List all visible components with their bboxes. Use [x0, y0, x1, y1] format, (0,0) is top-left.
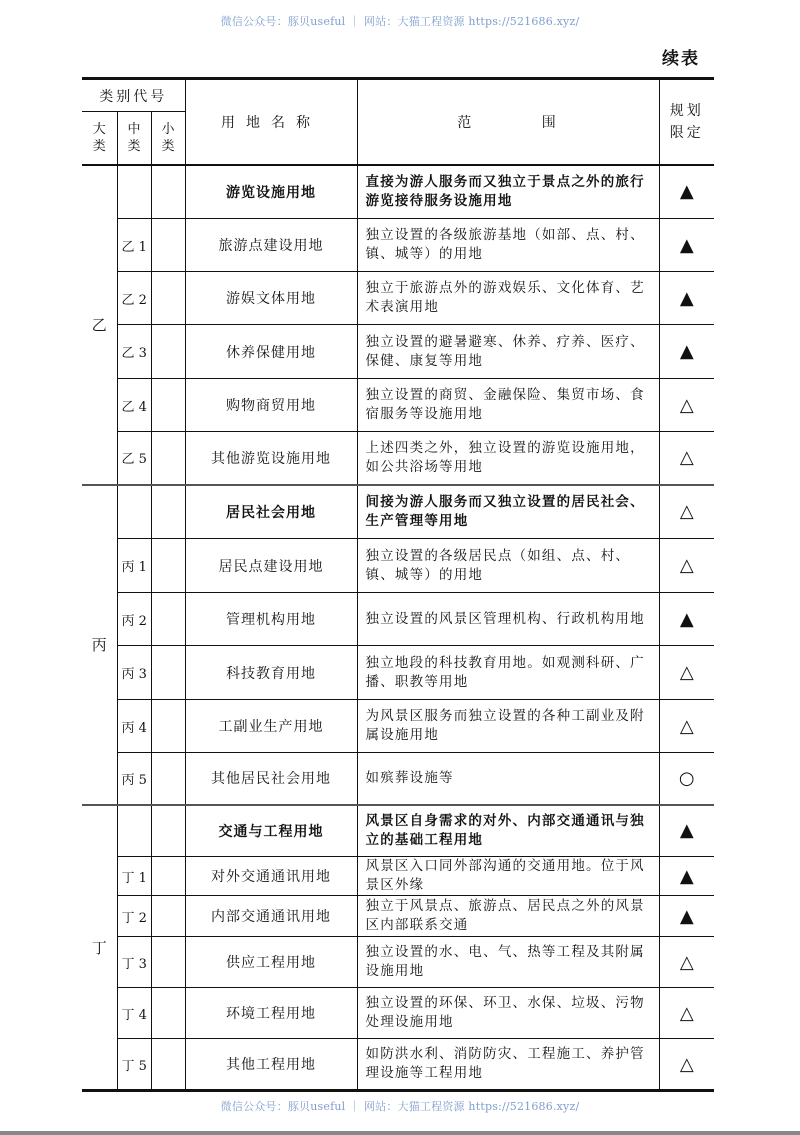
scope-cell: 独立设置的风景区管理机构、行政机构用地: [357, 593, 659, 646]
planning-limit-cell: [659, 805, 714, 857]
planning-limit-cell: [659, 539, 714, 593]
planning-limit-cell: [659, 485, 714, 539]
hollow-triangle-icon: △: [679, 662, 694, 683]
filled-triangle-icon: ▲: [679, 234, 694, 256]
minor-category-cell: [151, 896, 185, 937]
scope-cell: 如殡葬设施等: [357, 753, 659, 805]
middle-category-cell: 丁 2: [117, 896, 151, 937]
middle-category-cell: 乙 1: [117, 219, 151, 272]
middle-category-cell: 丙 4: [117, 700, 151, 753]
minor-category-cell: [151, 379, 185, 432]
middle-category-cell: 丁 4: [117, 988, 151, 1039]
minor-category-cell: [151, 753, 185, 805]
header-scope: 范 围: [357, 79, 659, 165]
land-name-cell: 居民点建设用地: [185, 539, 357, 593]
minor-category-cell: [151, 1039, 185, 1091]
filled-triangle-icon: ▲: [679, 608, 694, 630]
minor-category-cell: [151, 937, 185, 988]
land-name-cell: 工副业生产用地: [185, 700, 357, 753]
planning-limit-cell: [659, 857, 714, 896]
land-name-cell: 其他游览设施用地: [185, 432, 357, 485]
land-name-cell: 其他居民社会用地: [185, 753, 357, 805]
page-bottom-edge: [0, 1131, 800, 1135]
table-row: [82, 165, 714, 219]
planning-limit-cell: [659, 432, 714, 485]
scope-cell: 独立设置的避暑避寒、休养、疗养、医疗、保健、康复等用地: [357, 325, 659, 379]
major-category-cell: 乙: [82, 165, 117, 485]
table-row: [82, 857, 714, 896]
land-name-cell: 休养保健用地: [185, 325, 357, 379]
table-row: [82, 753, 714, 805]
hollow-triangle-icon: △: [679, 447, 694, 469]
minor-category-cell: [151, 700, 185, 753]
scope-cell: 独立设置的各级居民点（如组、点、村、镇、城等）的用地: [357, 539, 659, 593]
land-name-cell: 游览设施用地: [185, 165, 357, 219]
middle-category-cell: [117, 165, 151, 219]
planning-limit-cell: [659, 988, 714, 1039]
middle-category-cell: [117, 485, 151, 539]
hollow-triangle-icon: △: [679, 951, 694, 973]
planning-limit-cell: [659, 646, 714, 700]
land-name-cell: 供应工程用地: [185, 937, 357, 988]
planning-limit-cell: [659, 379, 714, 432]
land-name-cell: 交通与工程用地: [185, 805, 357, 857]
land-use-classification-table: [82, 77, 714, 1092]
land-name-cell: 管理机构用地: [185, 593, 357, 646]
planning-limit-cell: [659, 753, 714, 805]
header-land-name: 用地名称: [185, 79, 357, 165]
hollow-triangle-icon: △: [679, 1002, 694, 1024]
watermark-top: 微信公众号：豚贝useful ｜ 网站：大猫工程资源 https://521686.xyz/: [220, 15, 580, 28]
scope-cell: 独立于风景点、旅游点、居民点之外的风景区内部联系交通: [357, 896, 659, 937]
minor-category-cell: [151, 593, 185, 646]
middle-category-cell: 丁 3: [117, 937, 151, 988]
table-row: [82, 379, 714, 432]
hollow-triangle-icon: △: [679, 501, 694, 523]
scope-cell: 风景区自身需求的对外、内部交通通讯与独立的基础工程用地: [357, 805, 659, 857]
continued-table-label: 续表: [662, 49, 700, 69]
filled-triangle-icon: ▲: [679, 865, 694, 887]
scope-cell: 独立设置的环保、环卫、水保、垃圾、污物处理设施用地: [357, 988, 659, 1039]
planning-limit-cell: [659, 896, 714, 937]
table-row: [82, 219, 714, 272]
header-category-code: 类别代号: [82, 79, 185, 112]
middle-category-cell: 乙 5: [117, 432, 151, 485]
table-row: [82, 646, 714, 700]
scope-cell: 独立于旅游点外的游戏娱乐、文化体育、艺术表演用地: [357, 272, 659, 325]
table-row: [82, 805, 714, 857]
land-name-cell: 环境工程用地: [185, 988, 357, 1039]
minor-category-cell: [151, 272, 185, 325]
table-row: [82, 700, 714, 753]
filled-triangle-icon: ▲: [679, 820, 694, 842]
filled-triangle-icon: ▲: [679, 287, 694, 309]
table-row: [82, 988, 714, 1039]
scope-cell: 上述四类之外，独立设置的游览设施用地，如公共浴场等用地: [357, 432, 659, 485]
minor-category-cell: [151, 165, 185, 219]
hollow-triangle-icon: △: [679, 715, 694, 737]
table-row: [82, 432, 714, 485]
middle-category-cell: 丙 3: [117, 646, 151, 700]
filled-triangle-icon: ▲: [679, 341, 694, 362]
minor-category-cell: [151, 988, 185, 1039]
land-name-cell: 内部交通通讯用地: [185, 896, 357, 937]
scope-cell: 如防洪水利、消防防灾、工程施工、养护管理设施等工程用地: [357, 1039, 659, 1091]
filled-triangle-icon: ▲: [679, 181, 694, 203]
land-name-cell: 购物商贸用地: [185, 379, 357, 432]
table-row: [82, 539, 714, 593]
minor-category-cell: [151, 485, 185, 539]
table-row: [82, 325, 714, 379]
middle-category-cell: 乙 3: [117, 325, 151, 379]
major-category-cell: 丙: [82, 485, 117, 805]
minor-category-cell: [151, 646, 185, 700]
table-row: [82, 593, 714, 646]
land-name-cell: 旅游点建设用地: [185, 219, 357, 272]
minor-category-cell: [151, 539, 185, 593]
middle-category-cell: 乙 2: [117, 272, 151, 325]
hollow-triangle-icon: △: [679, 1053, 694, 1075]
planning-limit-cell: [659, 219, 714, 272]
planning-limit-cell: [659, 700, 714, 753]
land-name-cell: 其他工程用地: [185, 1039, 357, 1091]
planning-limit-cell: [659, 165, 714, 219]
table-row: [82, 272, 714, 325]
planning-limit-cell: [659, 325, 714, 379]
land-name-cell: 对外交通通讯用地: [185, 857, 357, 896]
middle-category-cell: [117, 805, 151, 857]
scope-cell: 间接为游人服务而又独立设置的居民社会、生产管理等用地: [357, 485, 659, 539]
middle-category-cell: 丙 5: [117, 753, 151, 805]
circle-icon: ○: [678, 767, 695, 789]
planning-limit-cell: [659, 937, 714, 988]
header-minor: 小类: [151, 112, 185, 165]
scope-cell: 独立设置的水、电、气、热等工程及其附属设施用地: [357, 937, 659, 988]
middle-category-cell: 丁 1: [117, 857, 151, 896]
scope-cell: 风景区入口同外部沟通的交通用地。位于风景区外缘: [357, 857, 659, 896]
scope-cell: 独立设置的各级旅游基地（如部、点、村、镇、城等）的用地: [357, 219, 659, 272]
middle-category-cell: 丙 1: [117, 539, 151, 593]
land-name-cell: 科技教育用地: [185, 646, 357, 700]
header-planning-limit: 规划限定: [659, 79, 714, 165]
minor-category-cell: [151, 219, 185, 272]
planning-limit-cell: [659, 1039, 714, 1091]
hollow-triangle-icon: △: [679, 394, 694, 416]
land-name-cell: 居民社会用地: [185, 485, 357, 539]
table-row: [82, 896, 714, 937]
scope-cell: 独立地段的科技教育用地。如观测科研、广播、职教等用地: [357, 646, 659, 700]
header-major: 大类: [82, 112, 117, 165]
watermark-bottom: 微信公众号：豚贝useful ｜ 网站：大猫工程资源 https://521686.xyz/: [220, 1100, 580, 1113]
middle-category-cell: 丙 2: [117, 593, 151, 646]
hollow-triangle-icon: △: [679, 555, 694, 576]
planning-limit-cell: [659, 272, 714, 325]
minor-category-cell: [151, 432, 185, 485]
land-name-cell: 游娱文体用地: [185, 272, 357, 325]
minor-category-cell: [151, 857, 185, 896]
scope-cell: 独立设置的商贸、金融保险、集贸市场、食宿服务等设施用地: [357, 379, 659, 432]
table-row: [82, 1039, 714, 1091]
planning-limit-cell: [659, 593, 714, 646]
middle-category-cell: 乙 4: [117, 379, 151, 432]
table-row: [82, 937, 714, 988]
minor-category-cell: [151, 325, 185, 379]
scope-cell: 为风景区服务而独立设置的各种工副业及附属设施用地: [357, 700, 659, 753]
minor-category-cell: [151, 805, 185, 857]
scope-cell: 直接为游人服务而又独立于景点之外的旅行游览接待服务设施用地: [357, 165, 659, 219]
header-middle: 中类: [117, 112, 151, 165]
table-row: [82, 485, 714, 539]
major-category-cell: 丁: [82, 805, 117, 1091]
middle-category-cell: 丁 5: [117, 1039, 151, 1091]
filled-triangle-icon: ▲: [679, 905, 694, 927]
